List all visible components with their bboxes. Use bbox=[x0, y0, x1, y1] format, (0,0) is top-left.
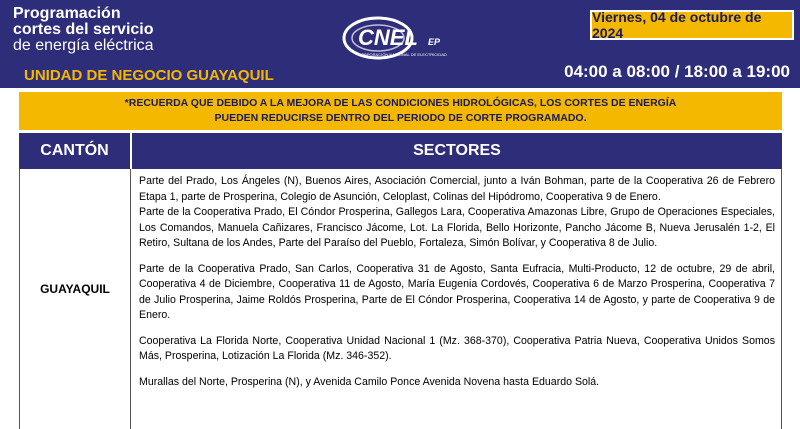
table-row bbox=[19, 169, 782, 429]
notice-line-2: PUEDEN REDUCIRSE DENTRO DEL PERIODO DE CORTE PROGRAMADO. bbox=[214, 112, 587, 124]
header-banner bbox=[0, 0, 800, 88]
notice-line-1: *RECUERDA QUE DEBIDO A LA MEJORA DE LAS CONDICIONES HIDROLÓGICAS, LOS CORTES DE ENERGÍA bbox=[124, 97, 677, 109]
sector-paragraph: Parte de la Cooperativa Prado, El Cóndor Prosperina, Gallegos Lara, Cooperativa Amazonas Libre, Grupo de Operaciones Especiales, Los Comandos, Manuela Cañizares, Francisco Jácome, Lot. La Florida, Bello Horizonte, Pancho Jácome B, Nueva Jerusalén 1-2, El Retiro, Sultana de los Andes, Parte del Paraíso del Pueblo, Fortaleza, Simón Bolívar, y Cooperativa 8 de Julio. bbox=[139, 206, 775, 249]
title-line-3: de energía eléctrica bbox=[13, 37, 154, 54]
canton-cell: GUAYAQUIL bbox=[20, 169, 131, 429]
sector-paragraph: Parte del Prado, Los Ángeles (N), Buenos Aires, Asociación Comercial, junto a Iván Bohman, parte de la Cooperativa 26 de Febrero Etapa 1, parte de Prosperina, Colegio de Asunción, Celoplast, Colinas del Hipódromo, Cooperativa 9 de Enero. bbox=[139, 175, 775, 203]
logo-text: CNEL bbox=[358, 25, 418, 50]
cnel-logo bbox=[340, 12, 470, 67]
table-header-row bbox=[19, 133, 782, 169]
title-line-2: cortes del servicio bbox=[13, 21, 154, 38]
date-text: Viernes, 04 de octubre de 2024 bbox=[592, 9, 762, 41]
notice-banner bbox=[19, 92, 782, 130]
sector-paragraph: Cooperativa La Florida Norte, Cooperativa Unidad Nacional 1 (Mz. 368-370), Cooperativa Patria Nueva, Cooperativa Unidos Somos Más, Prosperina, Lotización La Florida (Mz. 346-352). bbox=[139, 334, 775, 362]
column-header-canton: CANTÓN bbox=[19, 133, 132, 169]
logo-suffix: EP bbox=[428, 37, 441, 47]
business-unit-label: UNIDAD DE NEGOCIO GUAYAQUIL bbox=[24, 67, 274, 84]
logo-subtext: CORPORACIÓN NACIONAL DE ELECTRICIDAD bbox=[358, 52, 447, 57]
column-header-sectores: SECTORES bbox=[413, 142, 501, 159]
title-line-1: Programación bbox=[13, 5, 121, 22]
sectors-cell bbox=[131, 169, 781, 429]
sector-paragraph: Parte de la Cooperativa Prado, San Carlos, Cooperativa 31 de Agosto, Santa Eufracia, Multi-Producto, 12 de octubre, 29 de abril, Cooperativa 4 de Diciembre, Cooperativa 11 de Agosto, María Eugenia Cordovés, Cooperativa 6 de Marzo Prosperina, Cooperativa 7 de Julio Prosperina, Jaime Roldós Prosperina, Parte de El Cóndor Prosperina, Cooperativa 14 de Agosto, y parte de Cooperativa 9 de Enero. bbox=[139, 262, 775, 321]
sector-paragraph: Murallas del Norte, Prosperina (N), y Avenida Camilo Ponce Avenida Novena hasta Eduardo Solá. bbox=[139, 375, 600, 388]
page-title bbox=[13, 6, 154, 54]
date-badge bbox=[590, 10, 794, 40]
schedule-time: 04:00 a 08:00 / 18:00 a 19:00 bbox=[564, 62, 790, 81]
